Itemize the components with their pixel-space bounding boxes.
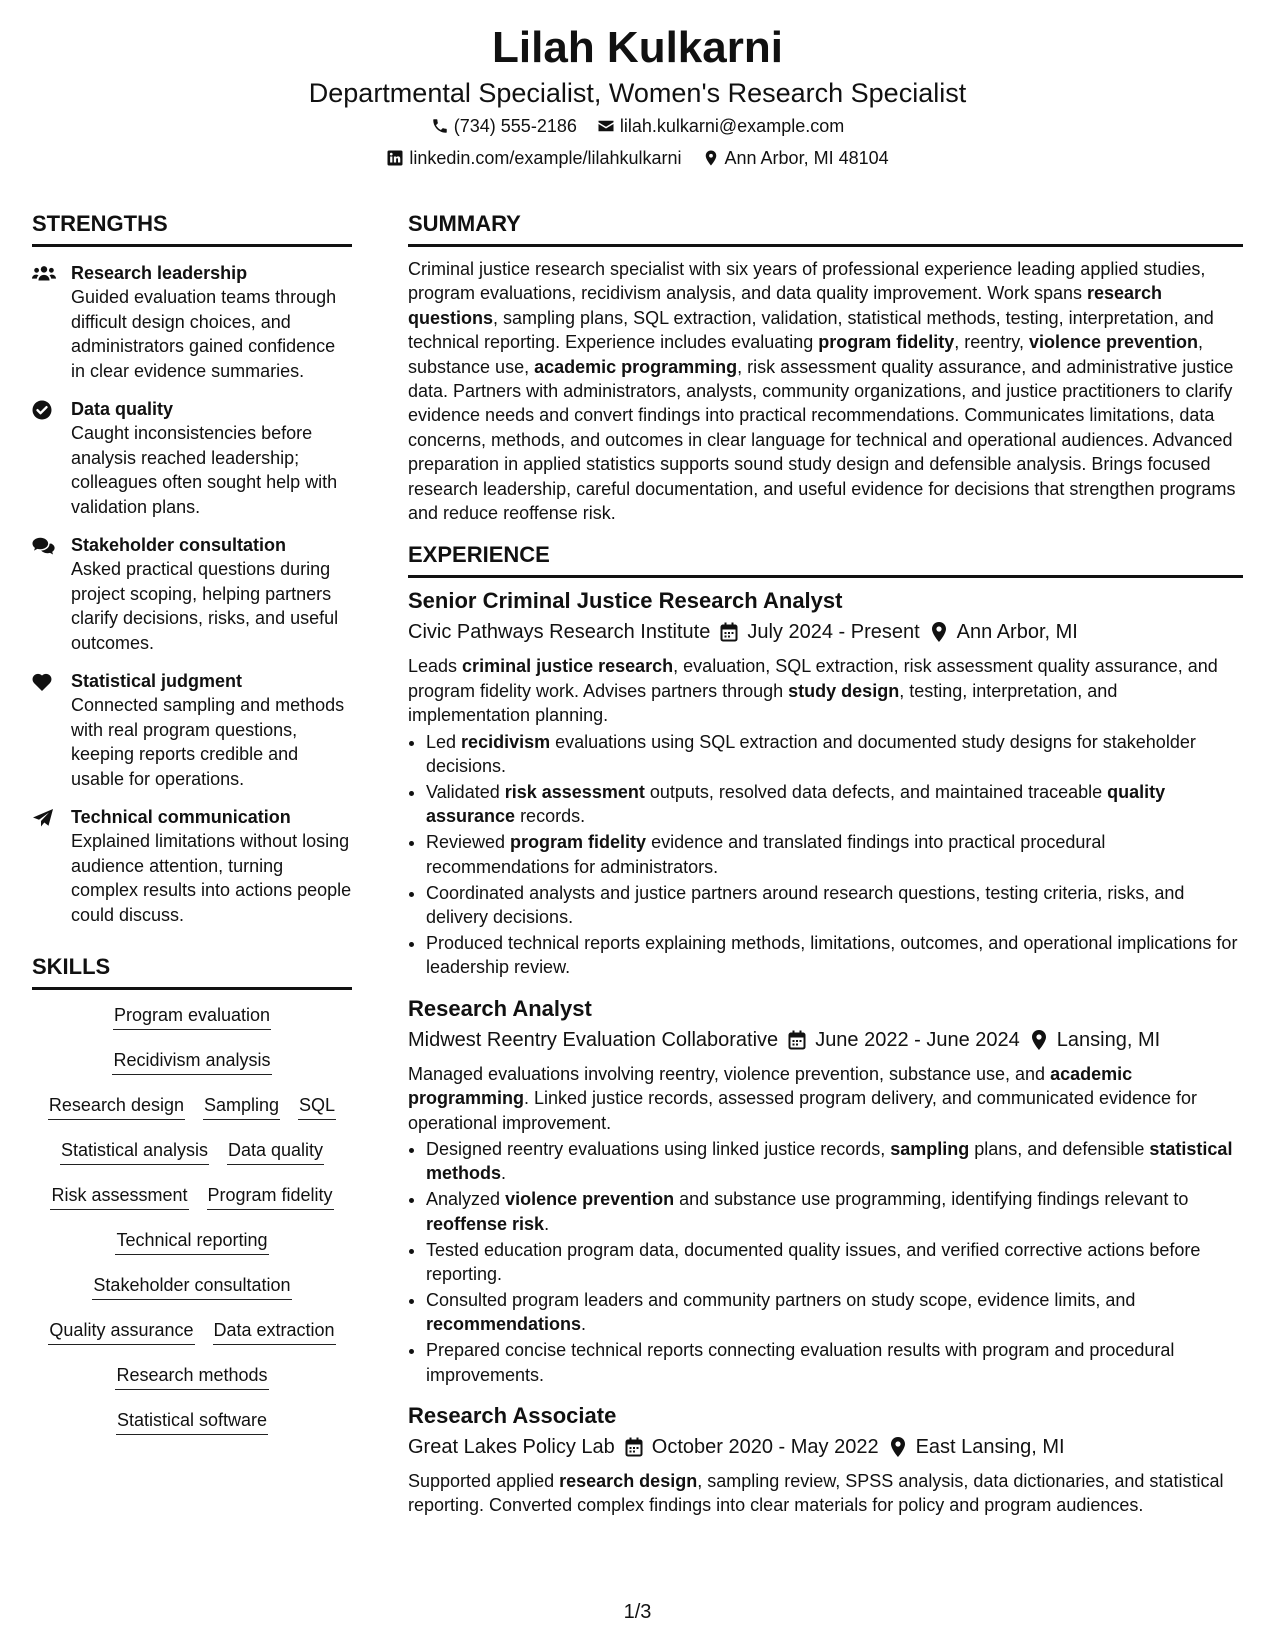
bold-keyword: sampling [890, 1138, 970, 1159]
heart-icon [32, 672, 56, 692]
job-dates-text: October 2020 - May 2022 [651, 1436, 879, 1459]
bold-keyword: recommendations [426, 1314, 582, 1335]
paper-plane-icon [32, 808, 56, 828]
skill-tag: Data quality [227, 1138, 324, 1165]
job-company: Midwest Reentry Evaluation Collaborative [408, 1028, 779, 1051]
right-column [408, 210, 1243, 1518]
job-meta [408, 1024, 1243, 1056]
skill-tag: Program evaluation [113, 1003, 271, 1030]
phone-icon [431, 117, 449, 135]
skill-tag: SQL [298, 1093, 336, 1120]
bold-keyword: reoffense risk [426, 1213, 545, 1234]
job-bullets [408, 730, 1243, 980]
comments-icon [32, 536, 56, 556]
phone-text: (734) 555-2186 [453, 116, 577, 136]
left-column [32, 210, 352, 1444]
skill-tag: Sampling [203, 1093, 280, 1120]
linkedin-text: linkedin.com/example/lilahkulkarni [409, 148, 682, 168]
bullet-item: • Reviewed program fidelity evidence and translated findings into practical procedural recommendations for administrators. [426, 830, 1243, 879]
strength-title: Data quality [71, 399, 174, 419]
strength-desc: Caught inconsistencies before analysis reached leadership; colleagues often sought help with validation plans. [71, 423, 338, 517]
job-meta [408, 1431, 1243, 1463]
map-marker-icon [889, 1437, 907, 1457]
job-title: Research Associate [408, 1403, 617, 1429]
strength-title: Statistical judgment [71, 671, 243, 691]
skill-tag: Stakeholder consultation [92, 1273, 291, 1300]
check-circle-icon [32, 400, 56, 420]
bold-keyword: quality assurance [426, 782, 1166, 827]
job-location-text: East Lansing, MI [915, 1436, 1065, 1459]
skill-tag: Data extraction [213, 1318, 336, 1345]
skill-tag: Research methods [115, 1363, 268, 1390]
skill-tag: Program fidelity [207, 1183, 334, 1210]
job-location [1030, 1024, 1160, 1056]
job-entry [408, 1401, 1243, 1518]
skill-row [32, 1039, 352, 1084]
job-title: Senior Criminal Justice Research Analyst [408, 588, 843, 614]
bullet-item: • Consulted program leaders and community partners on study scope, evidence limits, and recommendations. [426, 1288, 1243, 1337]
skill-row [32, 1399, 352, 1444]
strength-desc: Guided evaluation teams through difficult design choices, and administrators gained confidence in clear evidence summaries. [71, 287, 337, 381]
bullet-item: • Analyzed violence prevention and substance use programming, identifying findings relevant to reoffense risk. [426, 1187, 1243, 1236]
job-meta [408, 616, 1243, 648]
bold-keyword: academic programming [534, 356, 738, 377]
skill-row [32, 1309, 352, 1354]
page-number: 1/3 [623, 1601, 652, 1623]
strength-title: Research leadership [71, 263, 248, 283]
bullet-item: • Tested education program data, documented quality issues, and verified corrective actions before reporting. [426, 1238, 1243, 1287]
bold-keyword: research questions [408, 283, 1163, 328]
strength-title: Technical communication [71, 807, 291, 827]
job-location [930, 616, 1078, 648]
strength-item [32, 805, 352, 927]
resume-header [0, 20, 1275, 174]
bold-keyword: recidivism [461, 731, 551, 752]
bold-keyword: academic programming [408, 1063, 1133, 1109]
job-description: Managed evaluations involving reentry, violence prevention, substance use, and academic programming. Linked justice records, assessed program delivery, and communicated evidence for operational improvement. [408, 1063, 1198, 1133]
skill-tag: Technical reporting [115, 1228, 268, 1255]
linkedin-contact[interactable] [386, 142, 681, 174]
strength-desc: Asked practical questions during project scoping, helping partners clarify decisions, risks, and useful outcomes. [71, 559, 339, 653]
bold-keyword: research design [559, 1471, 698, 1492]
job-location-text: Lansing, MI [1056, 1028, 1161, 1051]
location-text: Ann Arbor, MI 48104 [724, 148, 889, 168]
summary-heading: SUMMARY [408, 210, 1243, 247]
job-dates [720, 616, 919, 648]
bold-keyword: criminal justice research [462, 656, 674, 677]
email-contact[interactable] [597, 110, 844, 142]
job-description: Supported applied research design, sampling review, SPSS analysis, data dictionaries, and statistical reporting. Converted complex findings into clear materials for policy and program audiences. [408, 1471, 1224, 1516]
job-bullets [408, 1137, 1243, 1387]
experience-heading: EXPERIENCE [408, 541, 1243, 578]
map-marker-icon [702, 149, 720, 167]
strengths-heading: STRENGTHS [32, 210, 352, 247]
linkedin-icon [386, 149, 404, 167]
skill-tag: Research design [48, 1093, 185, 1120]
skill-tag: Statistical software [116, 1408, 268, 1435]
job-dates [625, 1431, 879, 1463]
bold-keyword: violence prevention [505, 1189, 675, 1210]
bullet-item: • Designed reentry evaluations using linked justice records, sampling plans, and defensible statistical methods. [426, 1137, 1243, 1186]
job-location [889, 1431, 1065, 1463]
skill-row [32, 1354, 352, 1399]
summary-text: Criminal justice research specialist with six years of professional experience leading applied studies, program evaluations, recidivism analysis, and data quality improvement. Work spans research questions, sampling plans, SQL extraction, validation, statistical methods, testing, interpretation, and technical reporting. Experience includes evaluating program fidelity, reentry, violence prevention, substance use, academic programming, risk assessment quality assurance, and administrative justice data. Partners with administrators, analysts, community organizations, and justice practitioners to clarify evidence needs and convert findings into practical recommendations. Communicates limitations, data concerns, methods, and outcomes in clear language for technical and operational audiences. Advanced preparation in applied statistics supports sound study design and defensible analysis. Brings focused research leadership, careful documentation, and useful evidence for decisions that strengthen programs and reduce reoffense risk. [408, 259, 1236, 524]
bullet-item: • Prepared concise technical reports connecting evaluation results with program and procedural improvements. [426, 1338, 1243, 1387]
strength-item [32, 397, 352, 519]
skill-tag: Quality assurance [48, 1318, 194, 1345]
skill-row [32, 1129, 352, 1174]
candidate-title: Departmental Specialist, Women's Research Specialist [308, 78, 967, 108]
bullet-item: • Validated risk assessment outputs, resolved data defects, and maintained traceable quality assurance records. [426, 780, 1243, 829]
calendar-icon [788, 1030, 806, 1050]
strength-desc: Explained limitations without losing audience attention, turning complex results into actions people could discuss. [71, 831, 352, 925]
strength-item [32, 261, 352, 383]
skill-row [32, 994, 352, 1039]
envelope-icon [597, 117, 615, 135]
strength-desc: Connected sampling and methods with real program questions, keeping reports credible and usable for operations. [71, 695, 345, 789]
skills-list [32, 994, 352, 1444]
location-contact [702, 142, 889, 174]
strength-item [32, 669, 352, 791]
skill-tag: Statistical analysis [60, 1138, 209, 1165]
job-company: Great Lakes Policy Lab [408, 1436, 615, 1459]
bold-keyword: program fidelity [818, 332, 955, 353]
skill-row [32, 1174, 352, 1219]
job-entry [408, 994, 1243, 1387]
bold-keyword: violence prevention [1028, 332, 1199, 353]
bold-keyword: program fidelity [510, 832, 647, 853]
phone-contact[interactable] [431, 110, 577, 142]
contact-row-1 [0, 110, 1275, 142]
bold-keyword: study design [788, 680, 900, 701]
bold-keyword: risk assessment [504, 782, 645, 802]
candidate-name: Lilah Kulkarni [492, 23, 783, 72]
strength-item [32, 533, 352, 655]
strength-title: Stakeholder consultation [71, 535, 287, 555]
job-company: Civic Pathways Research Institute [408, 621, 711, 644]
map-marker-icon [930, 622, 948, 642]
job-dates-text: July 2024 - Present [747, 621, 920, 644]
skill-tag: Recidivism analysis [112, 1048, 271, 1075]
users-icon [32, 264, 56, 284]
calendar-icon [625, 1437, 643, 1457]
email-text: lilah.kulkarni@example.com [619, 116, 845, 136]
bullet-item: • Coordinated analysts and justice partners around research questions, testing criteria, risks, and delivery decisions. [426, 881, 1243, 930]
job-location-text: Ann Arbor, MI [956, 621, 1078, 644]
bold-keyword: statistical methods [426, 1138, 1233, 1184]
skills-heading: SKILLS [32, 953, 352, 990]
skill-row [32, 1084, 352, 1129]
bullet-item: • Produced technical reports explaining methods, limitations, outcomes, and operational implications for leadership review. [426, 931, 1243, 980]
job-description: Leads criminal justice research, evaluation, SQL extraction, risk assessment quality assurance, and program fidelity work. Advises partners through study design, testing, interpretation, and implementation planning. [408, 656, 1218, 726]
job-title: Research Analyst [408, 995, 592, 1021]
map-marker-icon [1030, 1030, 1048, 1050]
bullet-item: • Led recidivism evaluations using SQL extraction and documented study designs for stakeholder decisions. [426, 730, 1243, 779]
skill-row [32, 1219, 352, 1264]
calendar-icon [720, 622, 738, 642]
job-dates [788, 1024, 1020, 1056]
skill-tag: Risk assessment [50, 1183, 188, 1210]
job-entry [408, 586, 1243, 979]
contact-row-2 [0, 142, 1275, 174]
job-dates-text: June 2022 - June 2024 [815, 1028, 1020, 1051]
skill-row [32, 1264, 352, 1309]
